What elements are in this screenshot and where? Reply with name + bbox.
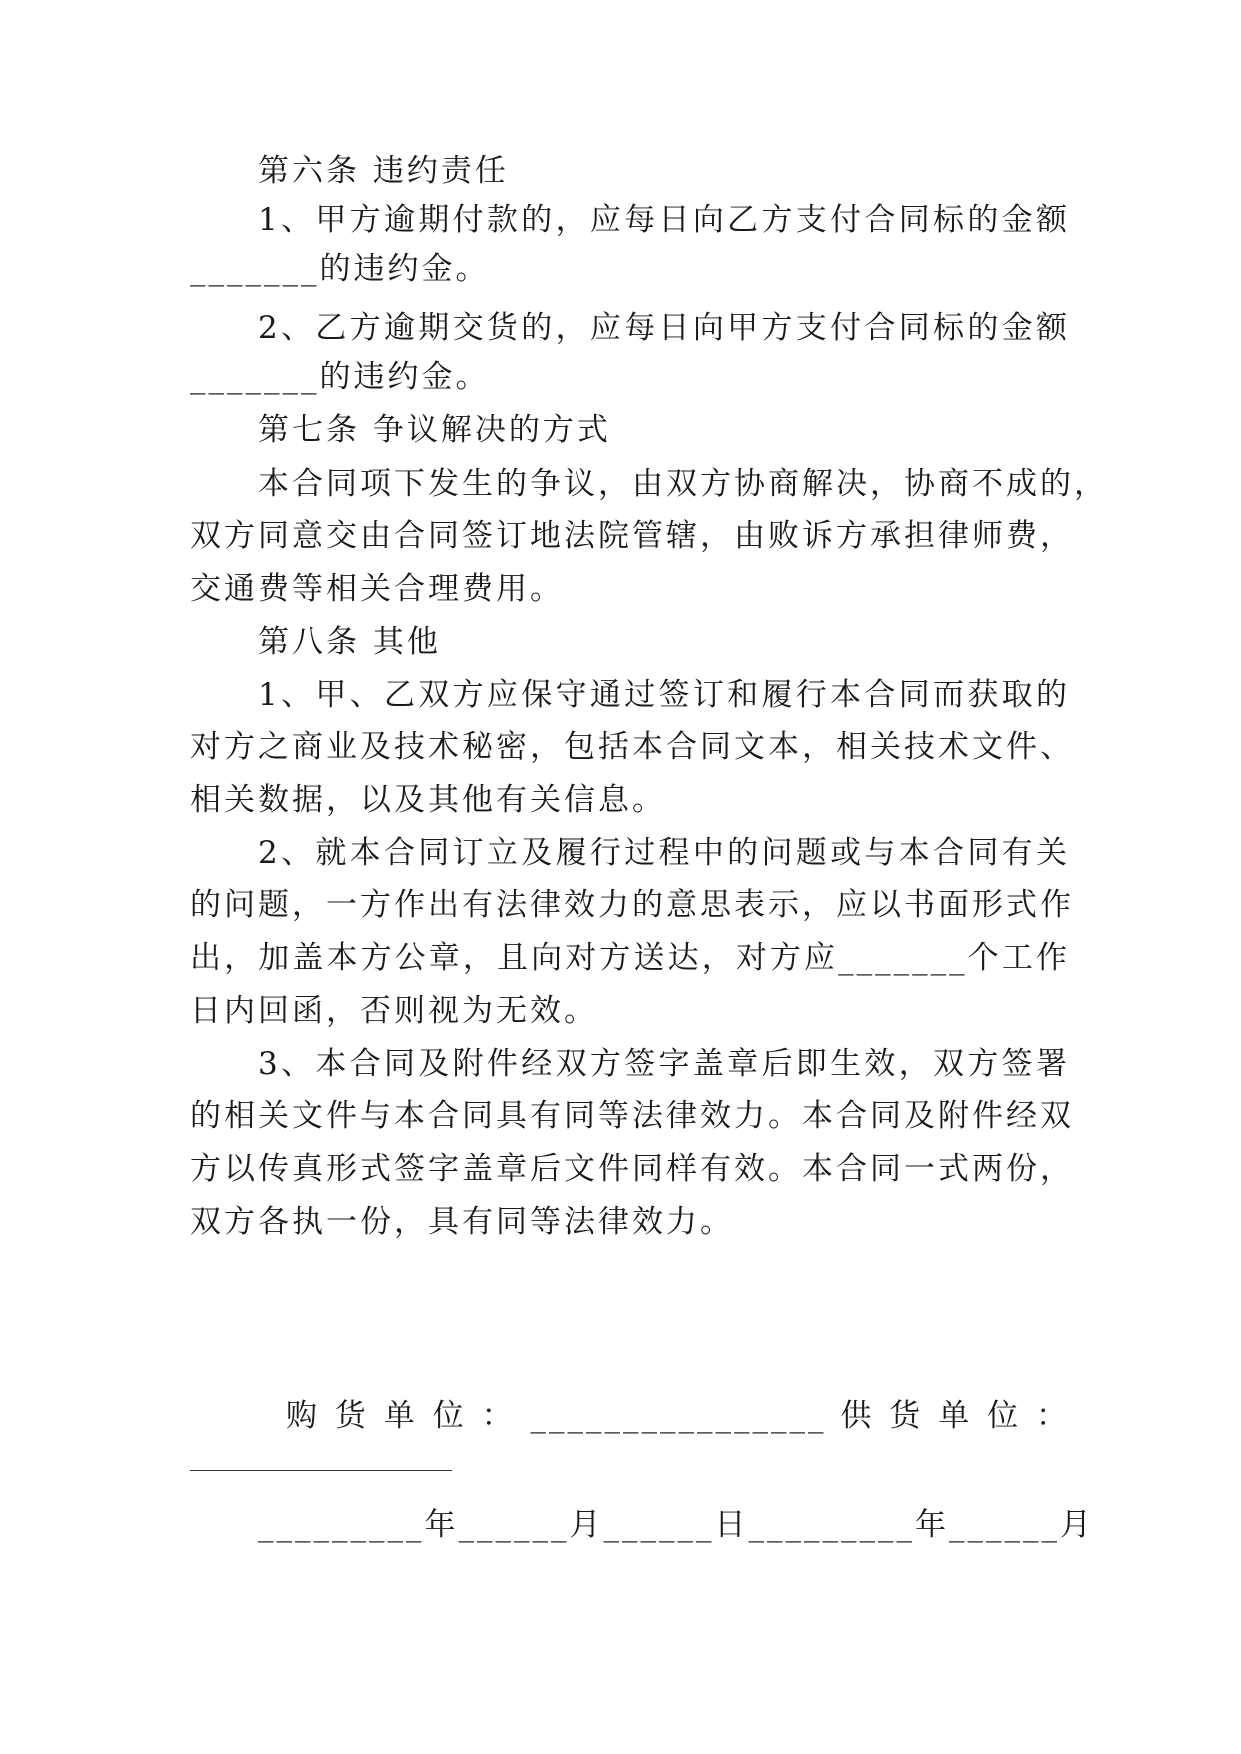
paragraph-line: 对方之商业及技术秘密，包括本合同文本，相关技术文件、	[190, 729, 1074, 765]
paragraph-line: 本合同项下发生的争议，由双方协商解决，协商不成的，	[258, 466, 1108, 502]
paragraph-line: 日内回函，否则视为无效。	[190, 993, 598, 1029]
paragraph-line: 1、甲、乙双方应保守通过签订和履行本合同而获取的	[258, 677, 1070, 713]
paragraph-line: 的相关文件与本合同具有同等法律效力。本合同及附件经双	[190, 1098, 1074, 1134]
paragraph-line: 交通费等相关合理费用。	[190, 571, 564, 607]
article-8-heading: 第八条 其他	[258, 624, 441, 660]
paragraph-line: 2、就本合同订立及履行过程中的问题或与本合同有关	[258, 835, 1070, 871]
article-7-heading: 第七条 争议解决的方式	[258, 412, 611, 448]
article-6-heading: 第六条 违约责任	[258, 153, 509, 189]
paragraph-line: _______的违约金。	[190, 251, 490, 287]
paragraph-line: 双方各执一份，具有同等法律效力。	[190, 1204, 734, 1240]
paragraph-line: 的问题，一方作出有法律效力的意思表示，应以书面形式作	[190, 887, 1074, 923]
paragraph-line: 方以传真形式签字盖章后文件同样有效。本合同一式两份，	[190, 1151, 1074, 1187]
signature-blank-line	[190, 1470, 452, 1471]
paragraph-line: 出，加盖本方公章，且向对方送达，对方应_______个工作	[190, 940, 1070, 976]
paragraph-line: 双方同意交由合同签订地法院管辖，由败诉方承担律师费，	[190, 518, 1074, 554]
signature-date-line: _________年______月______日_________年______月	[258, 1507, 1094, 1543]
paragraph-line: 3、本合同及附件经双方签字盖章后即生效，双方签署	[258, 1046, 1070, 1082]
paragraph-line: 2、乙方逾期交货的，应每日向甲方支付合同标的金额	[258, 310, 1070, 346]
paragraph-line: 相关数据，以及其他有关信息。	[190, 782, 666, 818]
paragraph-line: 1、甲方逾期付款的，应每日向乙方支付合同标的金额	[258, 202, 1070, 238]
signature-parties-line: 购 货 单 位 ： ________________ 供 货 单 位 ：	[286, 1398, 1070, 1434]
paragraph-line: _______的违约金。	[190, 359, 490, 395]
